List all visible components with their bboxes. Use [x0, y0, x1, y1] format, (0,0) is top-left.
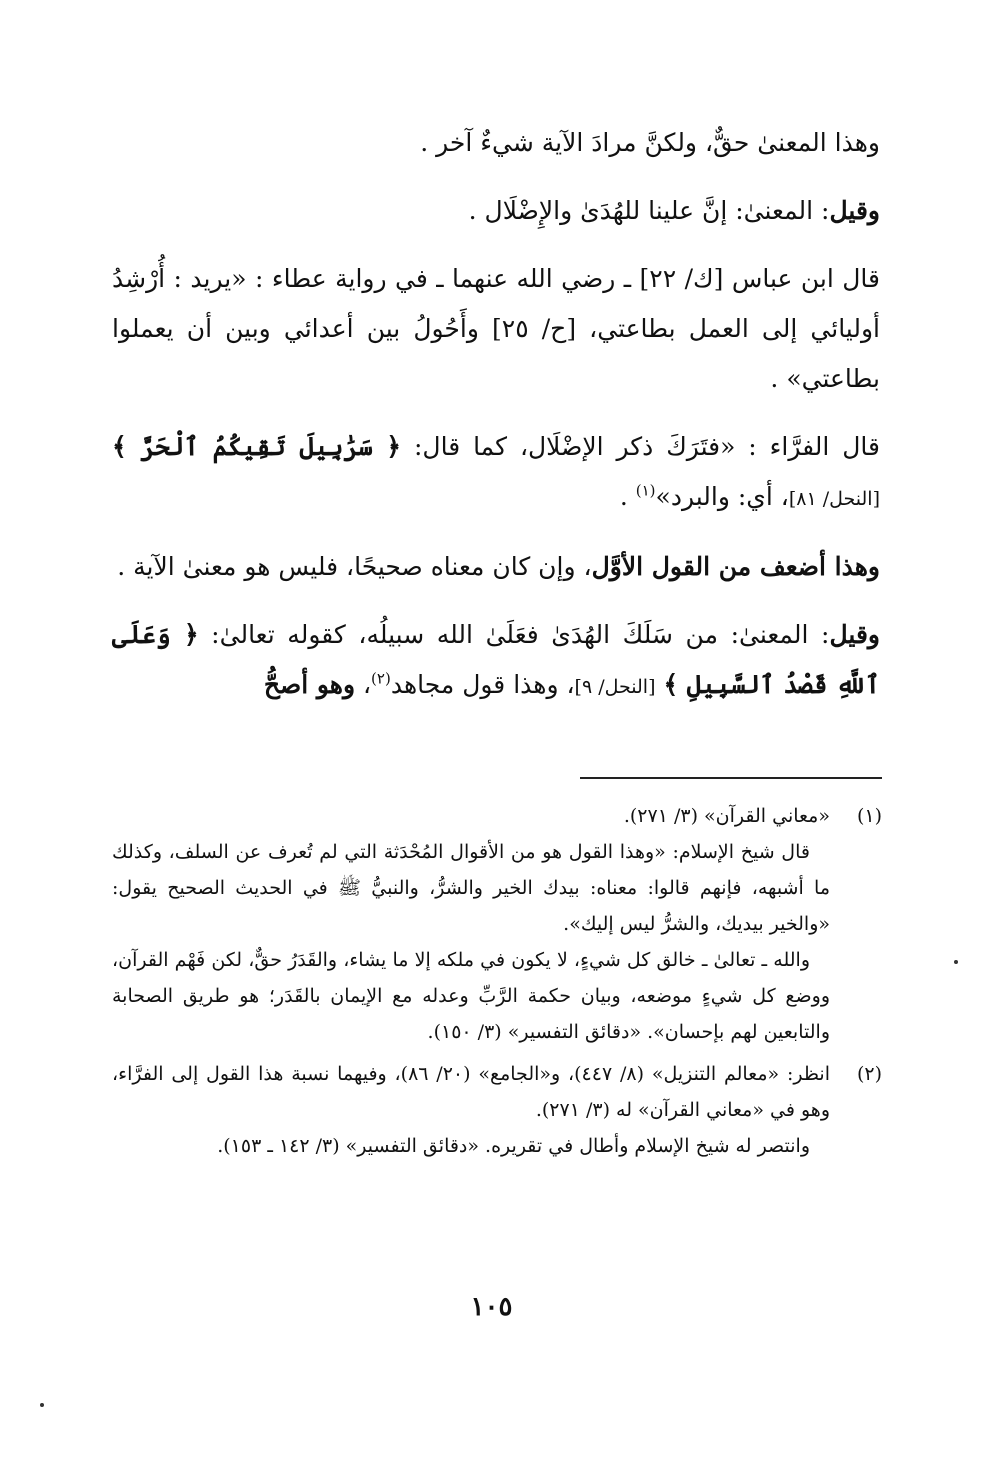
footnote-2	[112, 1056, 882, 1164]
paragraph-1: وهذا المعنىٰ حقٌّ، ولكنَّ مرادَ الآية شيءٌ آخر .	[420, 128, 880, 157]
footnote-line: قال شيخ الإسلام: «وهذا القول هو من الأقوال المُحْدَثة التي لم تُعرف عن السلف، وكذلك ما أشبهه، فإنهم قالوا: معناه: بيدك الخير والشرُّ، والنبيُّ ﷺ في الحديث الصحيح يقول: «والخير بيديك، والشرُّ ليس إليك».	[112, 841, 830, 935]
footnote-line: انظر: «معالم التنزيل» (٨/ ٤٤٧)، و«الجامع» (٢٠/ ٨٦)، وفيهما نسبة هذا القول إلى الفرَّاء، وهو في «معاني القرآن» له (٣/ ٢٧١).	[112, 1063, 830, 1121]
footnote-line: «معاني القرآن» (٣/ ٢٧١).	[623, 805, 830, 827]
page-number: ١٠٥	[470, 1292, 513, 1322]
quran-verse: ﴿ سَرَٰبِيلَ تَقِيكُمُ ٱلْحَرَّ ﴾	[112, 432, 402, 461]
footnote-number: (١)	[856, 805, 882, 827]
paragraph-4-text-b: ، أي: والبرد»	[655, 482, 789, 511]
footnote-marker[interactable]: (١)	[635, 481, 656, 500]
paragraph-2	[112, 186, 880, 236]
quran-verse: ﴿ وَعَلَى ٱللَّهِ قَصْدُ ٱلسَّبِيلِ ﴾	[112, 620, 880, 699]
paragraph-6	[112, 610, 880, 712]
footnote-1	[112, 798, 882, 1050]
paragraph-5	[112, 542, 880, 592]
paragraph-4	[112, 422, 880, 524]
scan-speck	[954, 960, 958, 964]
verse-reference: [النحل/ ٩]	[574, 676, 656, 698]
paragraph-4-text-a: قال الفرَّاء : «فتَرَكَ ذكر الإضْلَال، كما قال:	[401, 432, 880, 461]
qila-label: وقيل	[829, 620, 880, 649]
paragraph-3: قال ابن عباس [ك/ ٢٢] ـ رضي الله عنهما ـ في رواية عطاء : «يريد : أُرْشِدُ أوليائي إلى العمل بطاعتي، [ح/ ٢٥] وأَحُولُ بين أعدائي وبين أن يعملوا بطاعتي» .	[112, 264, 880, 393]
scan-speck	[40, 1403, 44, 1407]
paragraph-5-bold: وهذا أضعف من القول الأوَّل	[591, 552, 880, 581]
paragraph-6-bold: وهو أصحُّ	[263, 670, 356, 699]
paragraph-6-text-a: : المعنىٰ: من سَلَكَ الهُدَىٰ فعَلَىٰ الله سبيلُه، كقوله تعالىٰ:	[198, 620, 830, 649]
main-text-block	[112, 118, 880, 730]
footnote-marker[interactable]: (٢)	[371, 669, 391, 688]
qila-label: وقيل	[829, 196, 880, 225]
footnote-line: والله ـ تعالىٰ ـ خالق كل شيءٍ، لا يكون في ملكه إلا ما يشاء، والقَدَرُ حقٌّ، لكن فَهْم القرآن، ووضع كل شيءٍ موضعه، وبيان حكمة الرَّبِّ وعدله مع الإيمان بالقَدَر؛ هو طريق الصحابة والتابعين لهم بإحسان». «دقائق التفسير» (٣/ ١٥٠).	[112, 949, 830, 1043]
paragraph-6-text-b: ، وهذا قول مجاهد	[390, 670, 575, 699]
footnotes-block	[112, 798, 882, 1170]
verse-reference: [النحل/ ٨١]	[788, 488, 880, 510]
footnote-line: وانتصر له شيخ الإسلام وأطال في تقريره. «دقائق التفسير» (٣/ ١٤٢ ـ ١٥٣).	[217, 1135, 810, 1157]
paragraph-5-text: ، وإن كان معناه صحيحًا، فليس هو معنىٰ الآية .	[117, 552, 592, 581]
footnote-divider	[580, 777, 882, 779]
footnote-number: (٢)	[856, 1063, 882, 1085]
paragraph-6-text-c: ،	[355, 670, 372, 699]
paragraph-2-text: : المعنىٰ: إنَّ علينا للهُدَىٰ والإِضْلَال .	[468, 196, 830, 225]
paragraph-4-end: .	[619, 482, 636, 511]
